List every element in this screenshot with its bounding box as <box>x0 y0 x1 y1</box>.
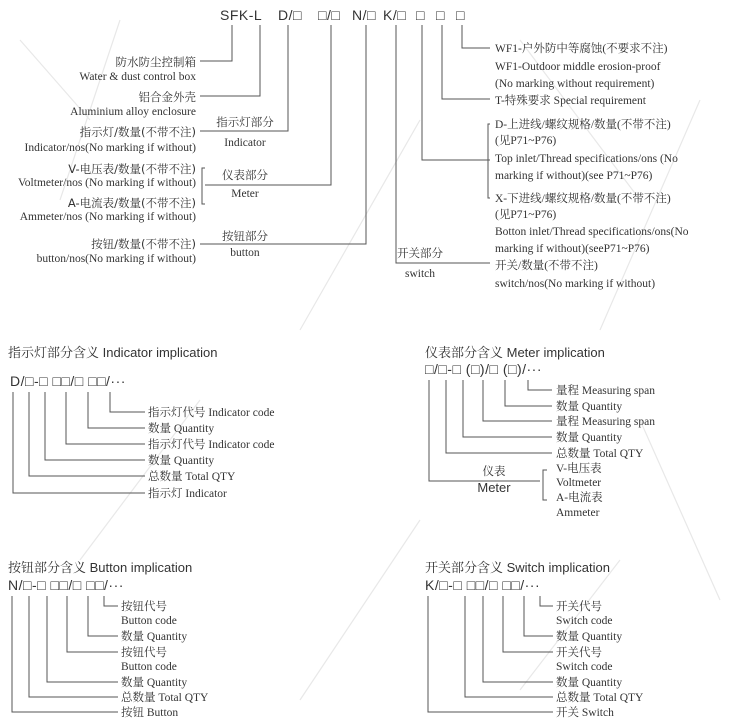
meter-implication <box>425 345 655 519</box>
top-inlet-cn: D-上进线/螺纹规格/数量(不带不注) <box>495 119 671 131</box>
left-labels <box>18 55 197 265</box>
meter-type: Voltmeter <box>556 477 602 489</box>
bottom-inlet-en2: marking if without)(seeP71~P76) <box>495 243 650 255</box>
meter-title: 仪表部分含义 Meter implication <box>425 345 605 360</box>
button-item: 按钮代号 <box>121 601 167 613</box>
part-switch-cn: 开关部分 <box>397 246 443 260</box>
code-meter: □/□ <box>318 7 341 23</box>
bottom-inlet-cn: X-下进线/螺纹规格/数量(不带不注) <box>495 193 671 205</box>
button-item: 总数量 Total QTY <box>121 692 209 704</box>
right-labels <box>495 41 689 290</box>
label-voltmeter-cn: V-电压表/数量(不带不注) <box>68 162 196 176</box>
label-button-en: button/nos(No marking if without) <box>36 253 196 265</box>
part-meter-en: Meter <box>231 188 259 200</box>
indicator-item: 指示灯代号 Indicator code <box>148 407 275 419</box>
indicator-item: 总数量 Total QTY <box>148 471 236 483</box>
bottom-inlet-en: Botton inlet/Thread specifications/ons(No <box>495 226 689 238</box>
indicator-item: 数量 Quantity <box>148 423 215 435</box>
indicator-title: 指示灯部分含义 Indicator implication <box>8 345 218 360</box>
label-enclosure-cn: 铝合金外壳 <box>138 90 196 104</box>
part-button-en: button <box>230 247 260 259</box>
switch-code: K/□-□ □□/□ □□/··· <box>425 577 541 593</box>
code-sfk-l: SFK-L <box>220 7 263 23</box>
button-item: 数量 Quantity <box>121 631 188 643</box>
special-requirement: T-特殊要求 Special requirement <box>495 95 646 107</box>
indicator-implication <box>8 345 274 500</box>
switch-en: switch/nos(No marking if without) <box>495 278 656 290</box>
code-special: □ <box>436 7 445 23</box>
button-item: 按钮代号 <box>121 647 167 659</box>
wf1-en: WF1-Outdoor middle erosion-proof <box>495 61 661 73</box>
top-inlet-en2: marking if without)(see P71~P76) <box>495 170 653 182</box>
button-item: 按钮 Button <box>121 707 179 719</box>
top-inlet-en: Top inlet/Thread specifications/ons (No <box>495 153 678 165</box>
button-item: Button code <box>121 661 177 673</box>
meter-sub-cn: 仪表 <box>482 464 506 478</box>
label-box-cn: 防水防尘控制箱 <box>115 55 196 69</box>
meter-item: 量程 Measuring span <box>556 416 656 428</box>
label-voltmeter-en: Voltmeter/nos (No marking if without) <box>17 177 196 189</box>
switch-item: Switch code <box>556 661 613 673</box>
code-inlet: □ <box>416 7 425 23</box>
meter-item: 总数量 Total QTY <box>556 448 644 460</box>
indicator-code: D/□-□ □□/□ □□/··· <box>10 373 126 389</box>
switch-item: 开关 Switch <box>556 707 614 719</box>
switch-item: Switch code <box>556 615 613 627</box>
button-implication <box>8 560 209 719</box>
part-labels <box>216 115 443 280</box>
meter-sub-en: Meter <box>477 480 511 495</box>
indicator-item: 数量 Quantity <box>148 455 215 467</box>
switch-item: 开关代号 <box>556 601 602 613</box>
label-indicator-en: Indicator/nos(No marking if without) <box>24 142 196 154</box>
switch-implication <box>425 560 644 719</box>
code-wf1: □ <box>456 7 465 23</box>
indicator-item: 指示灯代号 Indicator code <box>148 439 275 451</box>
part-indicator-en: Indicator <box>224 137 266 149</box>
button-title: 按钮部分含义 Button implication <box>8 560 193 575</box>
part-switch-en: switch <box>404 268 436 280</box>
code-switch: K/□ <box>383 7 407 23</box>
button-code: N/□-□ □□/□ □□/··· <box>8 577 124 593</box>
switch-item: 数量 Quantity <box>556 677 623 689</box>
meter-item: 量程 Measuring span <box>556 385 656 397</box>
label-box-en: Water & dust control box <box>79 71 196 83</box>
part-indicator-cn: 指示灯部分 <box>216 115 274 129</box>
switch-item: 数量 Quantity <box>556 631 623 643</box>
meter-item: 数量 Quantity <box>556 432 623 444</box>
label-button-cn: 按钮/数量(不带不注) <box>91 237 196 251</box>
meter-type: A-电流表 <box>556 492 603 504</box>
switch-item: 开关代号 <box>556 647 602 659</box>
code-button: N/□ <box>352 7 376 23</box>
switch-title: 开关部分含义 Switch implication <box>425 560 610 575</box>
code-indicator: D/□ <box>278 7 302 23</box>
button-item: Button code <box>121 615 177 627</box>
part-button-cn: 按钮部分 <box>222 229 268 243</box>
label-indicator-cn: 指示灯/数量(不带不注) <box>79 125 196 139</box>
wf1-cn: WF1-户外防中等腐蚀(不要求不注) <box>495 43 668 55</box>
label-enclosure-en: Aluminium alloy enclosure <box>70 106 196 118</box>
switch-item: 总数量 Total QTY <box>556 692 644 704</box>
label-ammeter-cn: A-电流表/数量(不带不注) <box>67 196 196 210</box>
bottom-inlet-ref: (见P71~P76) <box>495 209 557 221</box>
meter-type: V-电压表 <box>556 463 602 475</box>
part-meter-cn: 仪表部分 <box>222 168 268 182</box>
top-inlet-ref: (见P71~P76) <box>495 135 557 147</box>
label-ammeter-en: Ammeter/nos (No marking if without) <box>19 211 196 223</box>
wf1-note: (No marking without requirement) <box>495 78 655 90</box>
meter-code: □/□-□ (□)/□ (□)/··· <box>425 361 542 377</box>
switch-cn: 开关/数量(不带不注) <box>495 260 598 272</box>
meter-item: 数量 Quantity <box>556 401 623 413</box>
button-item: 数量 Quantity <box>121 677 188 689</box>
indicator-item: 指示灯 Indicator <box>148 488 227 500</box>
meter-type: Ammeter <box>556 507 600 519</box>
model-code <box>220 7 465 23</box>
